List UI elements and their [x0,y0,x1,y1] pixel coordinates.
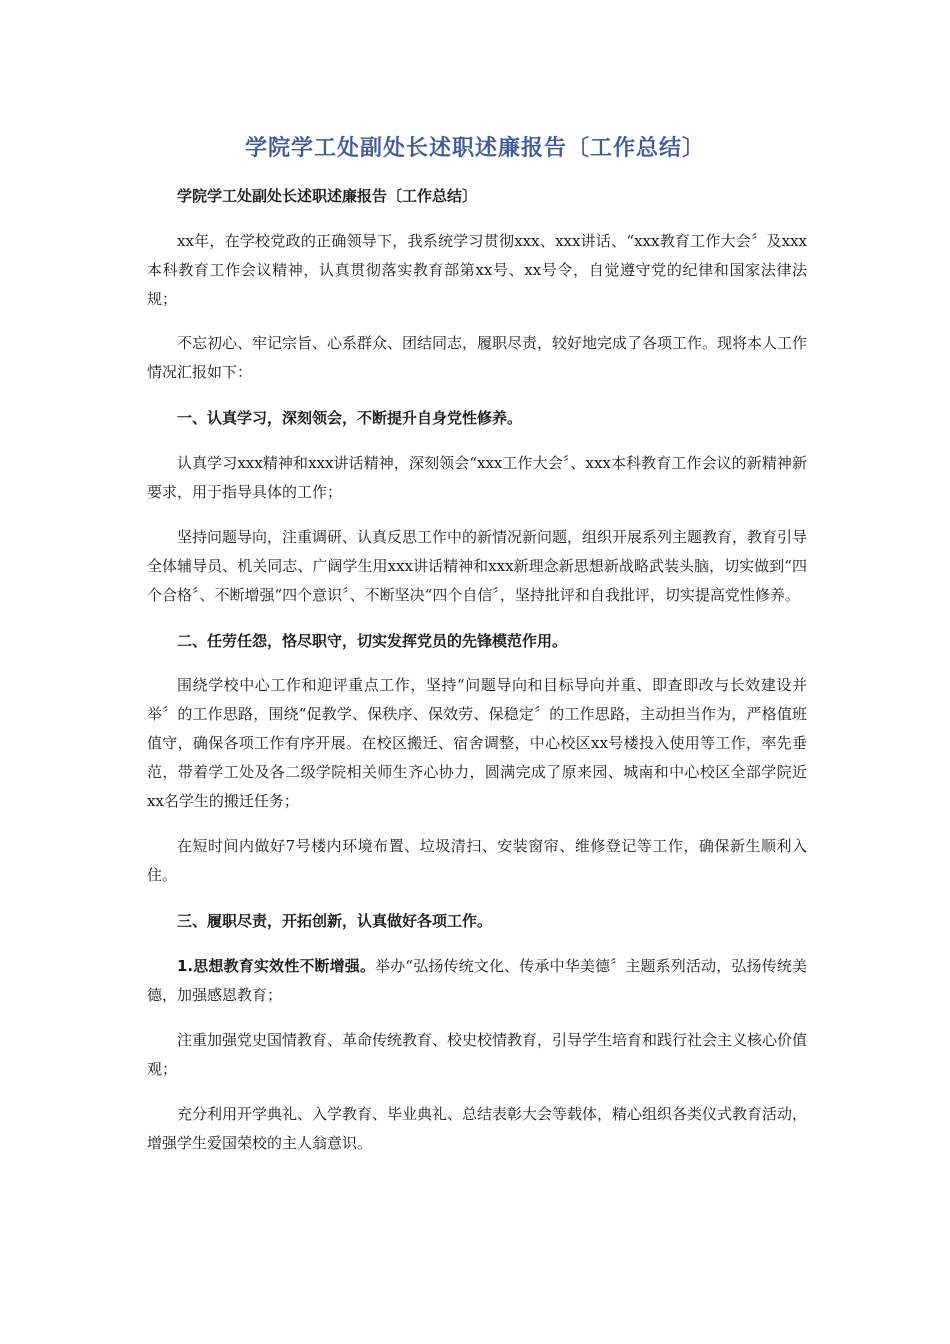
paragraph-ideology-education [147,952,807,1010]
paragraph-intro: xx年，在学校党政的正确领导下，我系统学习贯彻xxx、xxx讲话、“xxx教育工作大会〞及xxx本科教育工作会议精神，认真贯彻落实教育部第xx号、xx号令，自觉遵守党的纪律和国家法律法规； [147,232,807,308]
page-title: 学院学工处副处长述职述廉报告〔工作总结〕 [244,136,705,161]
section-heading-3: 三、履职尽责，开拓创新，认真做好各项工作。 [177,912,493,930]
lead-text: 1.思想教育实效性不断增强。 [177,957,376,975]
paragraph-ceremony-education: 充分利用开学典礼、入学教育、毕业典礼、总结表彰大会等载体，精心组织各类仪式教育活动，增强学生爱国荣校的主人翁意识。 [147,1105,808,1152]
document-body [147,182,807,1158]
lead-body-text: 举办“弘扬传统文化、传承中华美德〞主题系列活动，弘扬传统美德，加强感恩教育； [147,957,808,1004]
subtitle-heading: 学院学工处副处长述职述廉报告〔工作总结〕 [177,187,478,205]
section-heading-2: 二、任劳任怨，恪尽职守，切实发挥党员的先锋模范作用。 [177,632,568,650]
paragraph-building-7: 在短时间内做好7号楼内环境布置、垃圾清扫、安装窗帘、维修登记等工作，确保新生顺利入住。 [147,837,807,884]
section-heading-1: 一、认真学习，深刻领会，不断提升自身党性修养。 [177,409,523,427]
paragraph-study: 认真学习xxx精神和xxx讲话精神，深刻领会“xxx工作大会〞、xxx本科教育工作会议的新精神新要求，用于指导具体的工作； [147,454,807,501]
paragraph-problem-oriented: 坚持问题导向，注重调研、认真反思工作中的新情况新问题，组织开展系列主题教育，教育引导全体辅导员、机关同志、广阔学生用xxx讲话精神和xxx新理念新思想新战略武装头脑，切实做到“四个合格〞、不断增强“四个意识〞、不断坚决“四个自信〞，坚持批评和自我批评，切实提高党性修养。 [147,528,808,604]
paragraph-center-work: 围绕学校中心工作和迎评重点工作，坚持“问题导向和目标导向并重、即查即改与长效建设并举〞的工作思路，围绕“促教学、保秩序、保效劳、保稳定〞的工作思路，主动担当作为，严格值班值守，确保各项工作有序开展。在校区搬迁、宿舍调整，中心校区xx号楼投入使用等工作，率先垂范，带着学工处及各二级学院相关师生齐心协力，圆满完成了原来园、城南和中心校区全部学院近xx名学生的搬迁任务； [147,676,807,810]
paragraph-summary: 不忘初心、牢记宗旨、心系群众、团结同志，履职尽责，较好地完成了各项工作。现将本人工作情况汇报如下： [147,334,808,381]
paragraph-history-education: 注重加强党史国情教育、革命传统教育、校史校情教育，引导学生培育和践行社会主义核心价值观； [147,1031,808,1078]
